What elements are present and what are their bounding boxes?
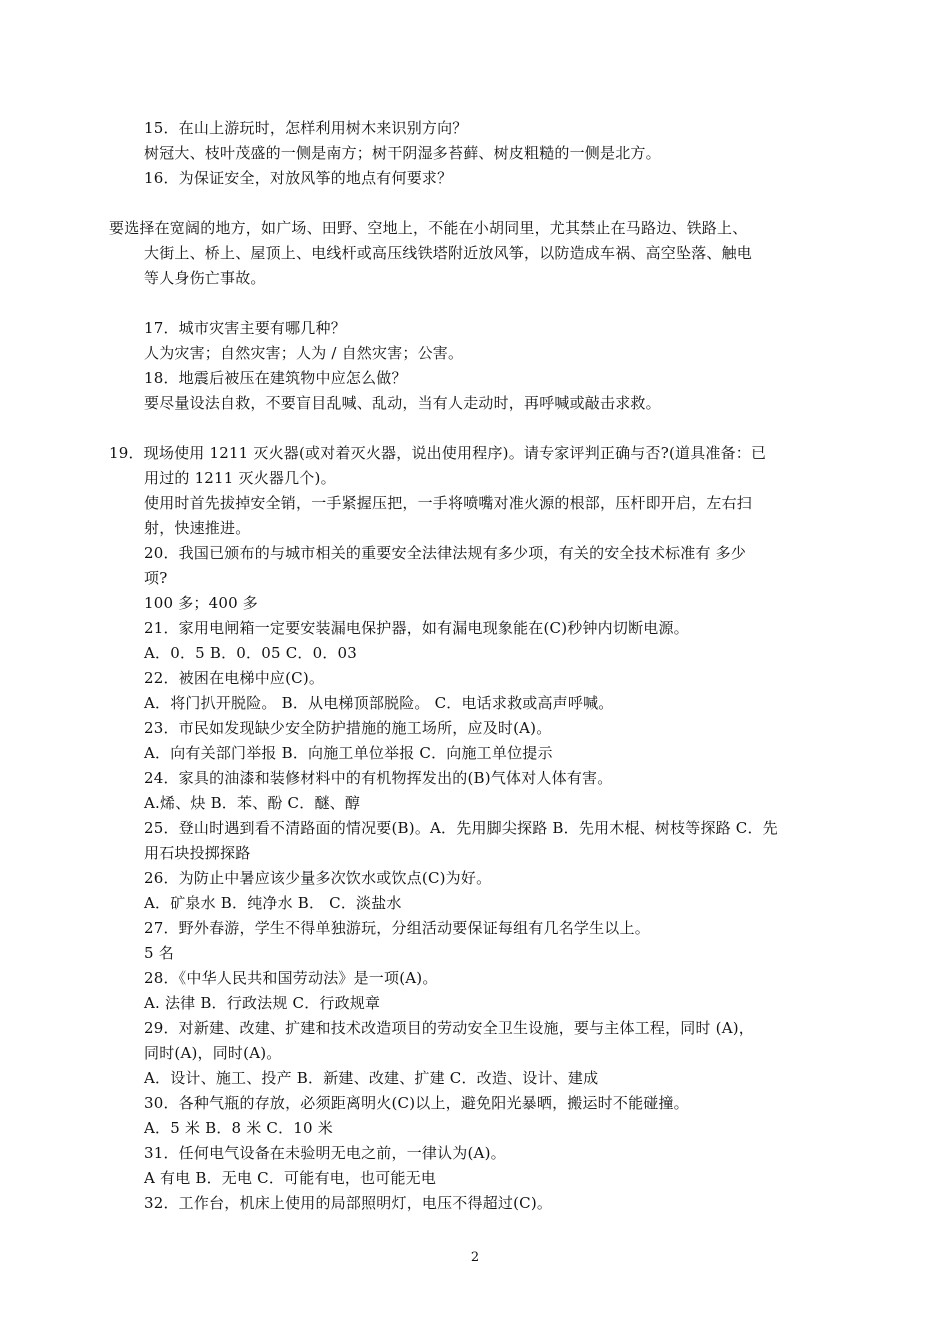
question-32: 32．工作台，机床上使用的局部照明灯，电压不得超过(C)。 [144,1194,553,1212]
answer-27: 5 名 [144,944,174,962]
options-23: A．向有关部门举报 B．向施工单位举报 C．向施工单位提示 [144,744,553,762]
question-20-line-1: 20．我国已颁布的与城市相关的重要安全法律法规有多少项，有关的安全技术标准有 多少 [144,544,747,562]
question-25-line-1: 25．登山时遇到看不清路面的情况要(B)。A．先用脚尖探路 B．先用木棍、树枝等探路 C．先 [144,819,778,837]
question-16: 16．为保证安全，对放风筝的地点有何要求？ [144,169,453,187]
question-30: 30．各种气瓶的存放，必须距离明火(C)以上，避免阳光暴晒，搬运时不能碰撞。 [144,1094,689,1112]
page-number: 2 [470,1250,480,1265]
question-29-line-2: 同时(A)，同时(A)。 [144,1044,282,1062]
question-17: 17．城市灾害主要有哪几种？ [144,319,346,337]
question-18: 18．地震后被压在建筑物中应怎么做？ [144,369,407,387]
options-28: A. 法律 B．行政法规 C．行政规章 [144,994,381,1012]
answer-19-line-2: 射，快速推进。 [144,519,251,537]
question-25-line-2: 用石块投掷探路 [144,844,251,862]
answer-15: 树冠大、枝叶茂盛的一侧是南方；树干阴湿多苔藓、树皮粗糙的一侧是北方。 [144,144,661,162]
question-15: 15．在山上游玩时，怎样利用树木来识别方向？ [144,119,468,137]
question-21: 21．家用电闸箱一定要安装漏电保护器，如有漏电现象能在(C)秒钟内切断电源。 [144,619,689,637]
question-20-line-2: 项? [144,569,168,587]
answer-16-line-1: 要选择在宽阔的地方，如广场、田野、空地上，不能在小胡同里，尤其禁止在马路边、铁路上、 [109,219,748,237]
question-31: 31．任何电气设备在未验明无电之前，一律认为(A)。 [144,1144,506,1162]
question-28: 28．《中华人民共和国劳动法》是一项(A)。 [144,969,438,987]
question-29-line-1: 29．对新建、改建、扩建和技术改造项目的劳动安全卫生设施，要与主体工程，同时 (A)， [144,1019,754,1037]
answer-20: 100 多；400 多 [144,594,258,612]
question-19-line-1: 19．现场使用 1211 灭火器(或对着灭火器，说出使用程序)。请专家评判正确与否?(道具准备：已 [109,444,767,462]
options-22: A．将门扒开脱险。 B．从电梯顶部脱险。 C．电话求救或高声呼喊。 [144,694,614,712]
answer-18: 要尽量设法自救，不要盲目乱喊、乱动，当有人走动时，再呼喊或敲击求救。 [144,394,661,412]
answer-16-line-2: 大街上、桥上、屋顶上、电线杆或高压线铁塔附近放风筝，以防造成车祸、高空坠落、触电 [144,244,753,262]
question-27: 27．野外春游，学生不得单独游玩，分组活动要保证每组有几名学生以上。 [144,919,650,937]
question-23: 23．市民如发现缺少安全防护措施的施工场所，应及时(A)。 [144,719,552,737]
options-26: A．矿泉水 B．纯净水 B． C．淡盐水 [144,894,402,912]
options-21: A．0．5 B．0．05 C．0．03 [144,644,358,662]
question-26: 26．为防止中暑应该少量多次饮水或饮点(C)为好。 [144,869,492,887]
question-24: 24．家具的油漆和装修材料中的有机物挥发出的(B)气体对人体有害。 [144,769,613,787]
options-24: A.烯、炔 B．苯、酚 C．醚、醇 [144,794,361,812]
answer-17: 人为灾害；自然灾害；人为 / 自然灾害；公害。 [144,344,464,362]
options-31: A 有电 B．无电 C．可能有电，也可能无电 [144,1169,437,1187]
question-22: 22．被困在电梯中应(C)。 [144,669,325,687]
answer-16-line-3: 等人身伤亡事故。 [144,269,266,287]
question-19-line-2: 用过的 1211 灭火器几个)。 [144,469,336,487]
options-29: A．设计、施工、投产 B．新建、改建、扩建 C．改造、设计、建成 [144,1069,599,1087]
options-30: A．5 米 B．8 米 C．10 米 [144,1119,333,1137]
answer-19-line-1: 使用时首先拔掉安全销，一手紧握压把，一手将喷嘴对准火源的根部，压杆即开启，左右扫 [144,494,753,512]
